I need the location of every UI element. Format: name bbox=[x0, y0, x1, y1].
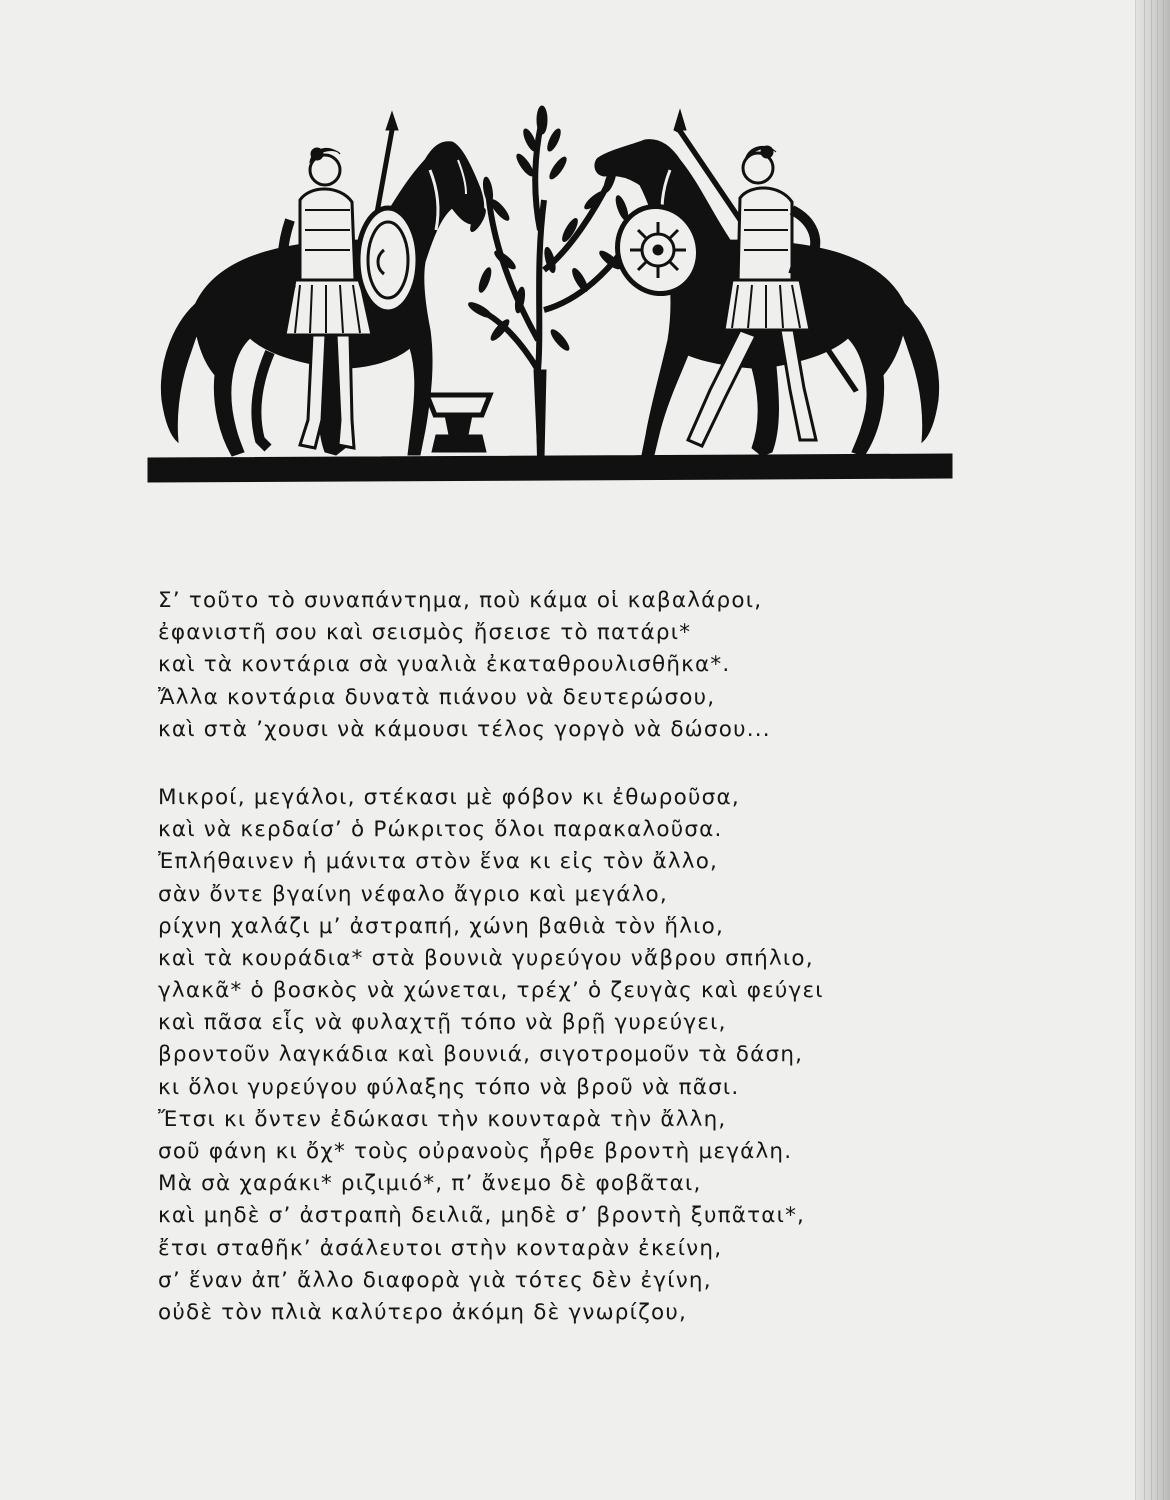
ground-band bbox=[148, 454, 952, 482]
vase-painting-warriors-horses-icon bbox=[140, 90, 960, 490]
verse-line: ἐφανιστῆ σου καὶ σεισμὸς ἤσεισε τὸ πατάρι* bbox=[158, 620, 692, 646]
verse-line: οὐδὲ τὸν πλιὰ καλύτερο ἀκόμη δὲ γνωρίζου, bbox=[158, 1299, 688, 1325]
poem-text bbox=[120, 585, 940, 1365]
verse-line: σ’ ἕναν ἀπ’ ἄλλο διαφορὰ γιὰ τότες δὲν ἐγίνη, bbox=[158, 1267, 712, 1293]
verse-line: Ἐπλήθαινεν ἡ μάνιτα στὸν ἕνα κι εἰς τὸν ἄλλο, bbox=[158, 849, 719, 875]
verse-line: καὶ τὰ κουράδια* στὰ βουνιὰ γυρεύγου νἄβρου σπήλιο, bbox=[158, 945, 814, 971]
verse-line: σοῦ φάνη κι ὄχ* τοὺς οὐρανοὺς ἦρθε βροντὴ μεγάλη. bbox=[158, 1139, 793, 1164]
verse-line: Μικροί, μεγάλοι, στέκασι μὲ φόβον κι ἐθωροῦσα, bbox=[158, 784, 740, 810]
verse-line: καὶ νὰ κερδαίσ’ ὁ Ρώκριτος ὅλοι παρακαλοῦσα. bbox=[158, 817, 723, 843]
verse-line: Σ’ τοῦτο τὸ συναπάντημα, ποὺ κάμα οἱ καβαλάροι, bbox=[158, 588, 763, 613]
verse-line: Ἄλλα κοντάρια δυνατὰ πιάνου νὰ δευτερώσου, bbox=[158, 684, 716, 710]
verse-line: καὶ τὰ κοντάρια σὰ γυαλιὰ ἐκαταθρουλισθῆκα*. bbox=[158, 652, 731, 678]
verse-line: καὶ στὰ ’χουσι νὰ κάμουσι τέλος γοργὸ νὰ δώσου... bbox=[158, 716, 771, 742]
verse-line: σὰν ὄντε βγαίνη νέφαλο ἄγριο καὶ μεγάλο, bbox=[158, 881, 668, 907]
verse-line: βροντοῦν λαγκάδια καὶ βουνιά, σιγοτρομοῦν τὰ δάση, bbox=[158, 1042, 804, 1068]
verse-line: καὶ πᾶσα εἷς νὰ φυλαχτῇ τόπο νὰ βρῇ γυρεύγει, bbox=[158, 1010, 727, 1036]
verse-line: ρίχνη χαλάζι μ’ ἀστραπή, χώνη βαθιὰ τὸν ἥλιο, bbox=[158, 913, 725, 939]
verse-line: Μὰ σὰ χαράκι* ριζιμιό*, π’ ἄνεμο δὲ φοβᾶται, bbox=[158, 1171, 702, 1197]
verse-line: καὶ μηδὲ σ’ ἀστραπὴ δειλιᾶ, μηδὲ σ’ βροντὴ ξυπᾶται*, bbox=[158, 1203, 806, 1229]
verse-line: ἔτσι σταθῆκ’ ἀσάλευτοι στὴν κονταρὰν ἐκείνη, bbox=[158, 1235, 723, 1261]
page-edge bbox=[1135, 0, 1170, 1500]
stanza-2 bbox=[120, 782, 940, 1329]
altar-basin bbox=[427, 395, 490, 452]
left-warrior bbox=[283, 112, 418, 450]
stanza-1 bbox=[120, 585, 940, 746]
verse-line: γλακᾶ* ὁ βοσκὸς νὰ χώνεται, τρέχ’ ὁ ζευγὰς καὶ φεύγει bbox=[158, 978, 824, 1004]
verse-line: κι ὅλοι γυρεύγου φύλαξης τόπο νὰ βροῦ νὰ πᾶσι. bbox=[158, 1074, 740, 1100]
verse-line: Ἔτσι κι ὄντεν ἐδώκασι τὴν κουνταρὰ τὴν ἄλλη, bbox=[158, 1106, 727, 1132]
